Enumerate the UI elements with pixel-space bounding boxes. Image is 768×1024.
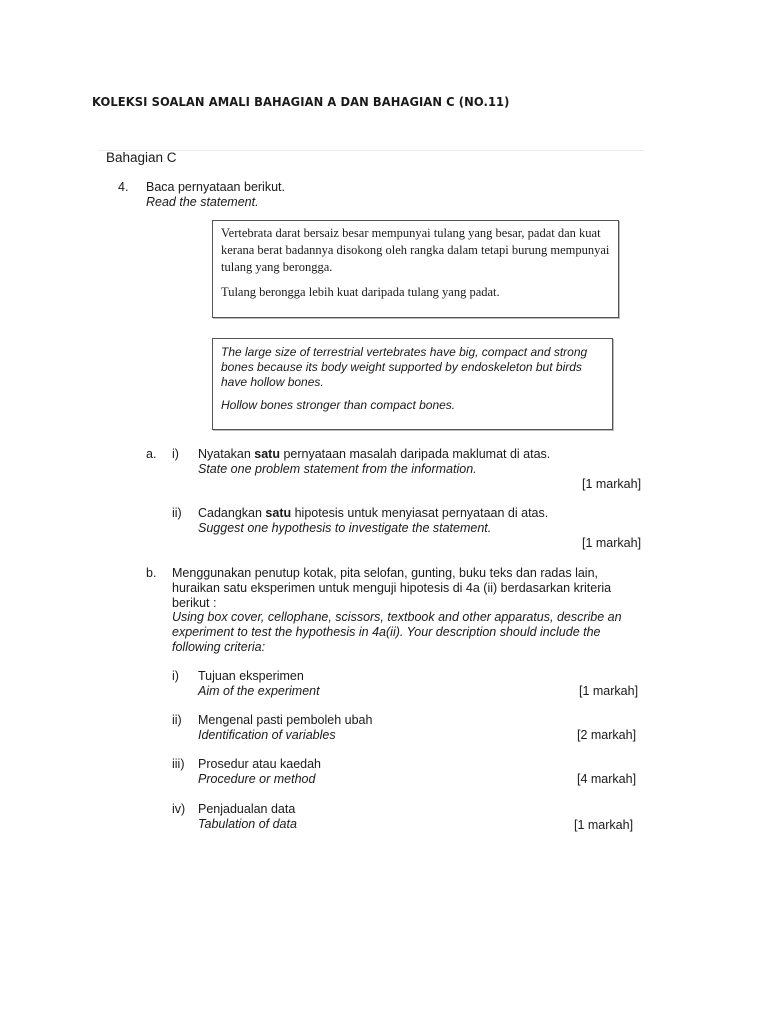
part-a-label: a. <box>146 447 157 461</box>
instruction-ms: Baca pernyataan berikut. <box>146 180 285 194</box>
statement-ms-text: Vertebrata darat bersaiz besar mempunyai tulang yang besar, padat dan kuat kerana berat badannya disokong oleh rangka dalam tetapi burung mempunyai tulang yang berongga. <box>221 226 610 274</box>
part-a-ii-mark: [1 markah] <box>582 536 642 550</box>
instruction-en: Read the statement. <box>146 195 259 209</box>
part-a-ii-ms: Cadangkan satu hipotesis untuk menyiasat pernyataan di atas. <box>198 506 549 520</box>
statement-box-ms <box>212 220 619 318</box>
part-a-ii-number: ii) <box>172 506 182 520</box>
statement-en-claim: Hollow bones stronger than compact bones. <box>221 398 456 412</box>
statement-ms-claim: Tulang berongga lebih kuat daripada tulang yang padat. <box>221 285 500 299</box>
statement-en-text: The large size of terrestrial vertebrates have big, compact and strong bones because its body weight supported by endoskeleton but birds have hollow bones. <box>221 345 588 389</box>
criteria-ms: Prosedur atau kaedah <box>198 757 322 771</box>
part-b-label: b. <box>146 566 157 580</box>
criteria-en: Tabulation of data <box>198 817 297 831</box>
criteria-ms: Mengenal pasti pemboleh ubah <box>198 713 373 727</box>
criteria-mark: [1 markah] <box>579 684 639 698</box>
criteria-mark: [1 markah] <box>574 818 634 832</box>
part-a-ii-en: Suggest one hypothesis to investigate the statement. <box>198 521 492 535</box>
criteria-en: Identification of variables <box>198 728 336 742</box>
criteria-number: iii) <box>172 757 185 771</box>
part-b-en: Using box cover, cellophane, scissors, textbook and other apparatus, describe an experiment to test the hypothesis in 4a(ii). Your description should include the following criteria: <box>172 610 622 654</box>
criteria-ms: Penjadualan data <box>198 802 296 816</box>
question-number: 4. <box>118 180 129 194</box>
part-a-i-number: i) <box>172 447 179 461</box>
section-divider <box>98 150 644 151</box>
criteria-number: i) <box>172 669 179 683</box>
criteria-number: iv) <box>172 802 186 816</box>
criteria-number: ii) <box>172 713 182 727</box>
criteria-mark: [2 markah] <box>577 728 637 742</box>
criteria-en: Aim of the experiment <box>198 684 320 698</box>
part-a-i-ms: Nyatakan satu pernyataan masalah daripada maklumat di atas. <box>198 447 551 461</box>
part-a-i-en: State one problem statement from the information. <box>198 462 477 476</box>
criteria-mark: [4 markah] <box>577 772 637 786</box>
document-title: KOLEKSI SOALAN AMALI BAHAGIAN A DAN BAHAGIAN C (NO.11) <box>92 94 510 109</box>
part-b-ms: Menggunakan penutup kotak, pita selofan, gunting, buku teks dan radas lain, huraikan satu eksperimen untuk menguji hipotesis di 4a (ii) berdasarkan kriteria berikut : <box>172 566 612 610</box>
statement-box-en <box>212 338 613 430</box>
section-heading: Bahagian C <box>106 150 177 165</box>
part-a-i-mark: [1 markah] <box>582 477 642 491</box>
criteria-ms: Tujuan eksperimen <box>198 669 304 683</box>
criteria-en: Procedure or method <box>198 772 316 786</box>
